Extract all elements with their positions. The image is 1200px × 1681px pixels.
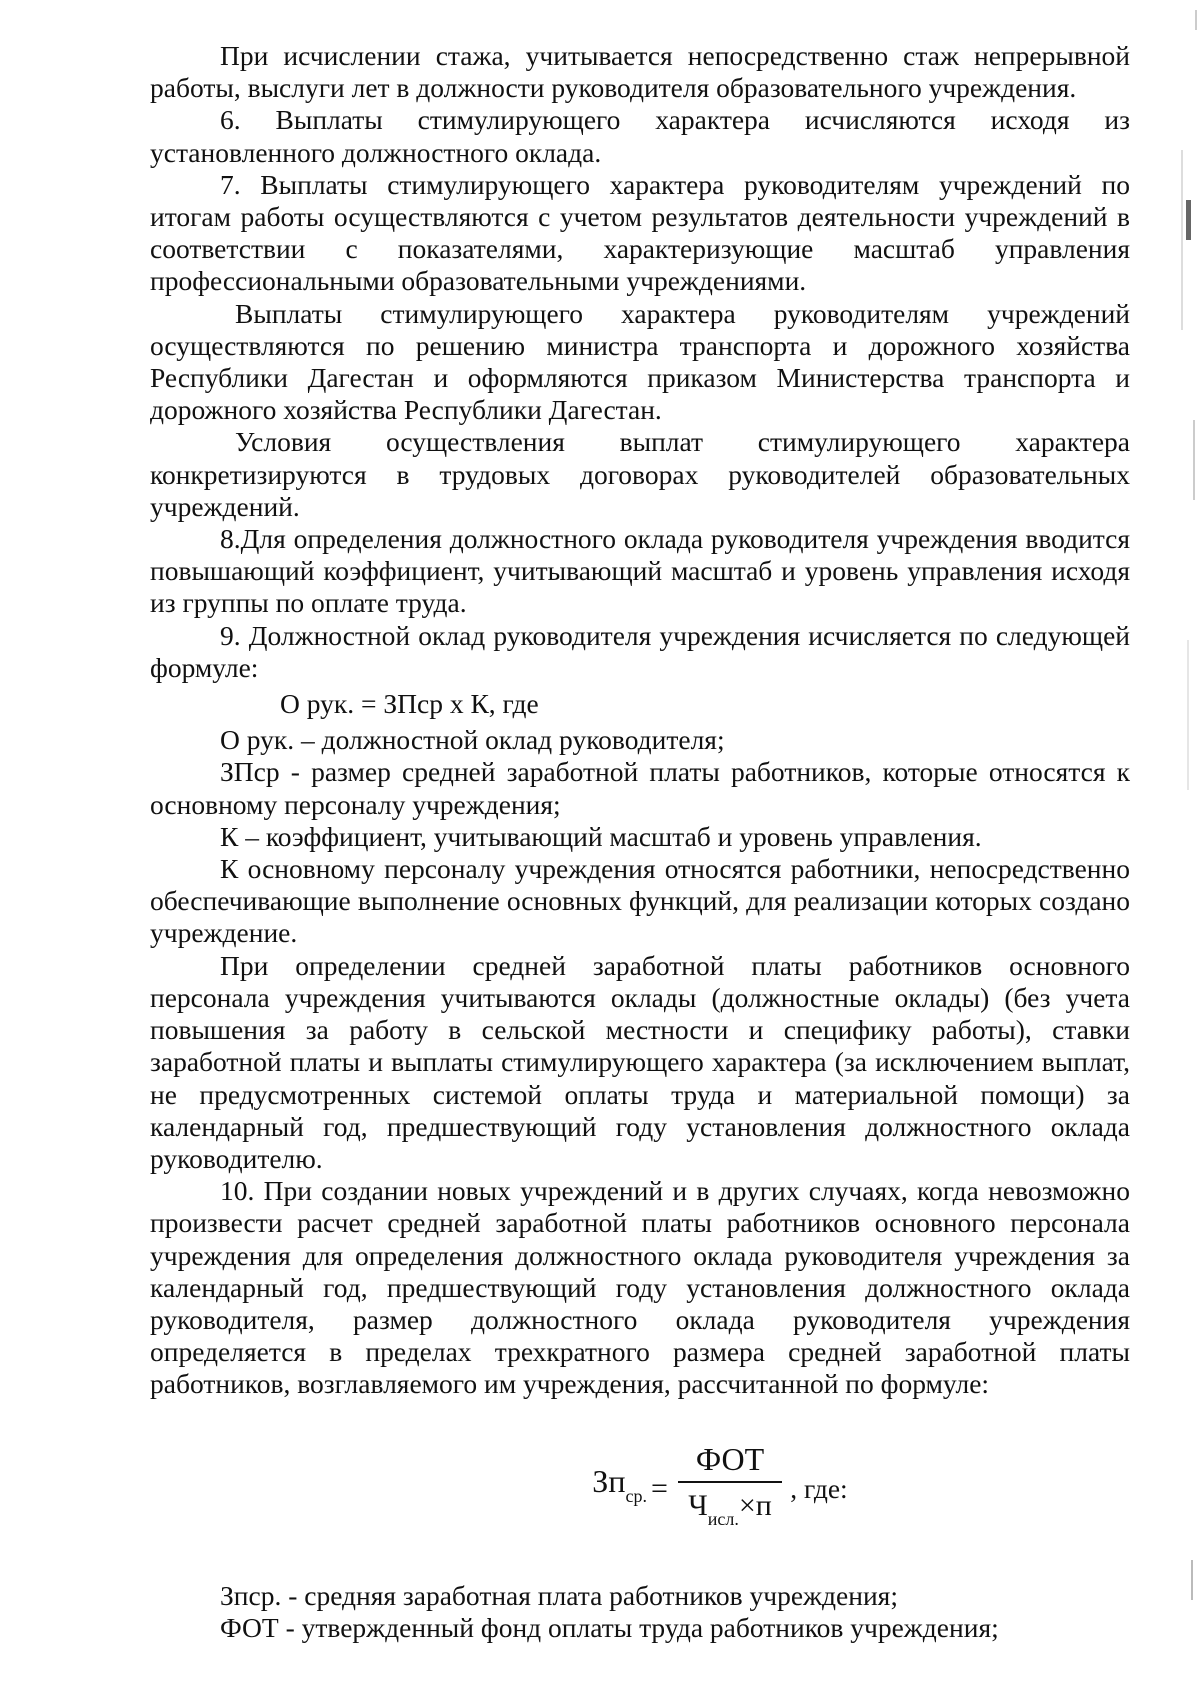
formula-lhs: $Зп_{ср.}$	[592, 1463, 647, 1507]
paragraph-seniority: При исчислении стажа, учитывается непосредственно стаж непрерывной работы, выслуги лет в должности руководителя образовательного учреждения.	[150, 40, 1130, 104]
paragraph-item-9: 9. Должностной оклад руководителя учреждения исчисляется по следующей формуле:	[150, 619, 1130, 683]
formula-equals: =	[650, 1471, 668, 1505]
definition-k: К – коэффициент, учитывающий масштаб и уровень управления.	[220, 820, 982, 852]
definition-zpsr-short: Зпср. - средняя заработная плата работников учреждения;	[220, 1579, 898, 1611]
formula-definitions	[150, 724, 1130, 756]
paragraph-item-10: 10. При создании новых учреждений и в других случаях, когда невозможно произвести расчет средней заработной платы работников основного персонала учреждения для определения должностного оклада руководителя учреждения за календарный год, предшествующий году установления должностного оклада руководителя, размер должностного оклада руководителя учреждения определяется в пределах трехкратного размера средней заработной платы работников, возглавляемого им учреждения, рассчитанной по формуле:	[150, 1175, 1130, 1400]
formula-where: , где:	[790, 1472, 848, 1504]
formula-fraction	[678, 1439, 782, 1540]
paragraph-item-7-payments: Выплаты стимулирующего характера руководителям учреждений осуществляются по решению министра транспорта и дорожного хозяйства Республики Дагестан и оформляются приказом Министерства транспорта и дорожного хозяйства Республики Дагестан.	[150, 297, 1130, 426]
definition-zpsr: ЗПср - размер средней заработной платы работников, которые относятся к основному персоналу учреждения;	[150, 756, 1130, 820]
formula-salary: О рук. = ЗПср х К, где	[280, 688, 539, 720]
paragraph-average-salary: При определении средней заработной платы работников основного персонала учреждения учитываются оклады (должностные оклады) (без учета повышения за работу в сельской местности и специфику работы), ставки заработной платы и выплаты стимулирующего характера (за исключением выплат, не предусмотренных системой оплаты труда и материальной помощи) за календарный год, предшествующий году установления должностного оклада руководителю.	[150, 949, 1130, 1174]
document-page	[150, 40, 1130, 1644]
paragraph-item-8: 8.Для определения должностного оклада руководителя учреждения вводится повышающий коэффициент, учитывающий масштаб и уровень управления исходя из группы по оплате труда.	[150, 523, 1130, 619]
paragraph-item-7: 7. Выплаты стимулирующего характера руководителям учреждений по итогам работы осуществляются с учетом результатов деятельности учреждений в соответствии с показателями, характеризующие масштаб управления профессиональными образовательными учреждениями.	[150, 168, 1130, 297]
paragraph-item-7-conditions: Условия осуществления выплат стимулирующего характера конкретизируются в трудовых договорах руководителей образовательных учреждений.	[150, 426, 1130, 522]
formula-denominator: $Ч_{исл.}\times п$	[688, 1488, 772, 1529]
definition-o-ruk: О рук. – должностной оклад руководителя;	[220, 724, 725, 756]
formula-average-salary	[310, 1439, 1130, 1540]
definition-fot: ФОТ - утвержденный фонд оплаты труда работников учреждения;	[220, 1611, 999, 1643]
scan-edge-marks	[1160, 0, 1200, 1681]
paragraph-main-staff: К основному персоналу учреждения относятся работники, непосредственно обеспечивающие выполнение основных функций, для реализации которых создано учреждение.	[150, 853, 1130, 949]
formula-numerator: ФОТ	[678, 1439, 782, 1483]
paragraph-item-6: 6. Выплаты стимулирующего характера исчисляются исходя из установленного должностного оклада.	[150, 104, 1130, 168]
